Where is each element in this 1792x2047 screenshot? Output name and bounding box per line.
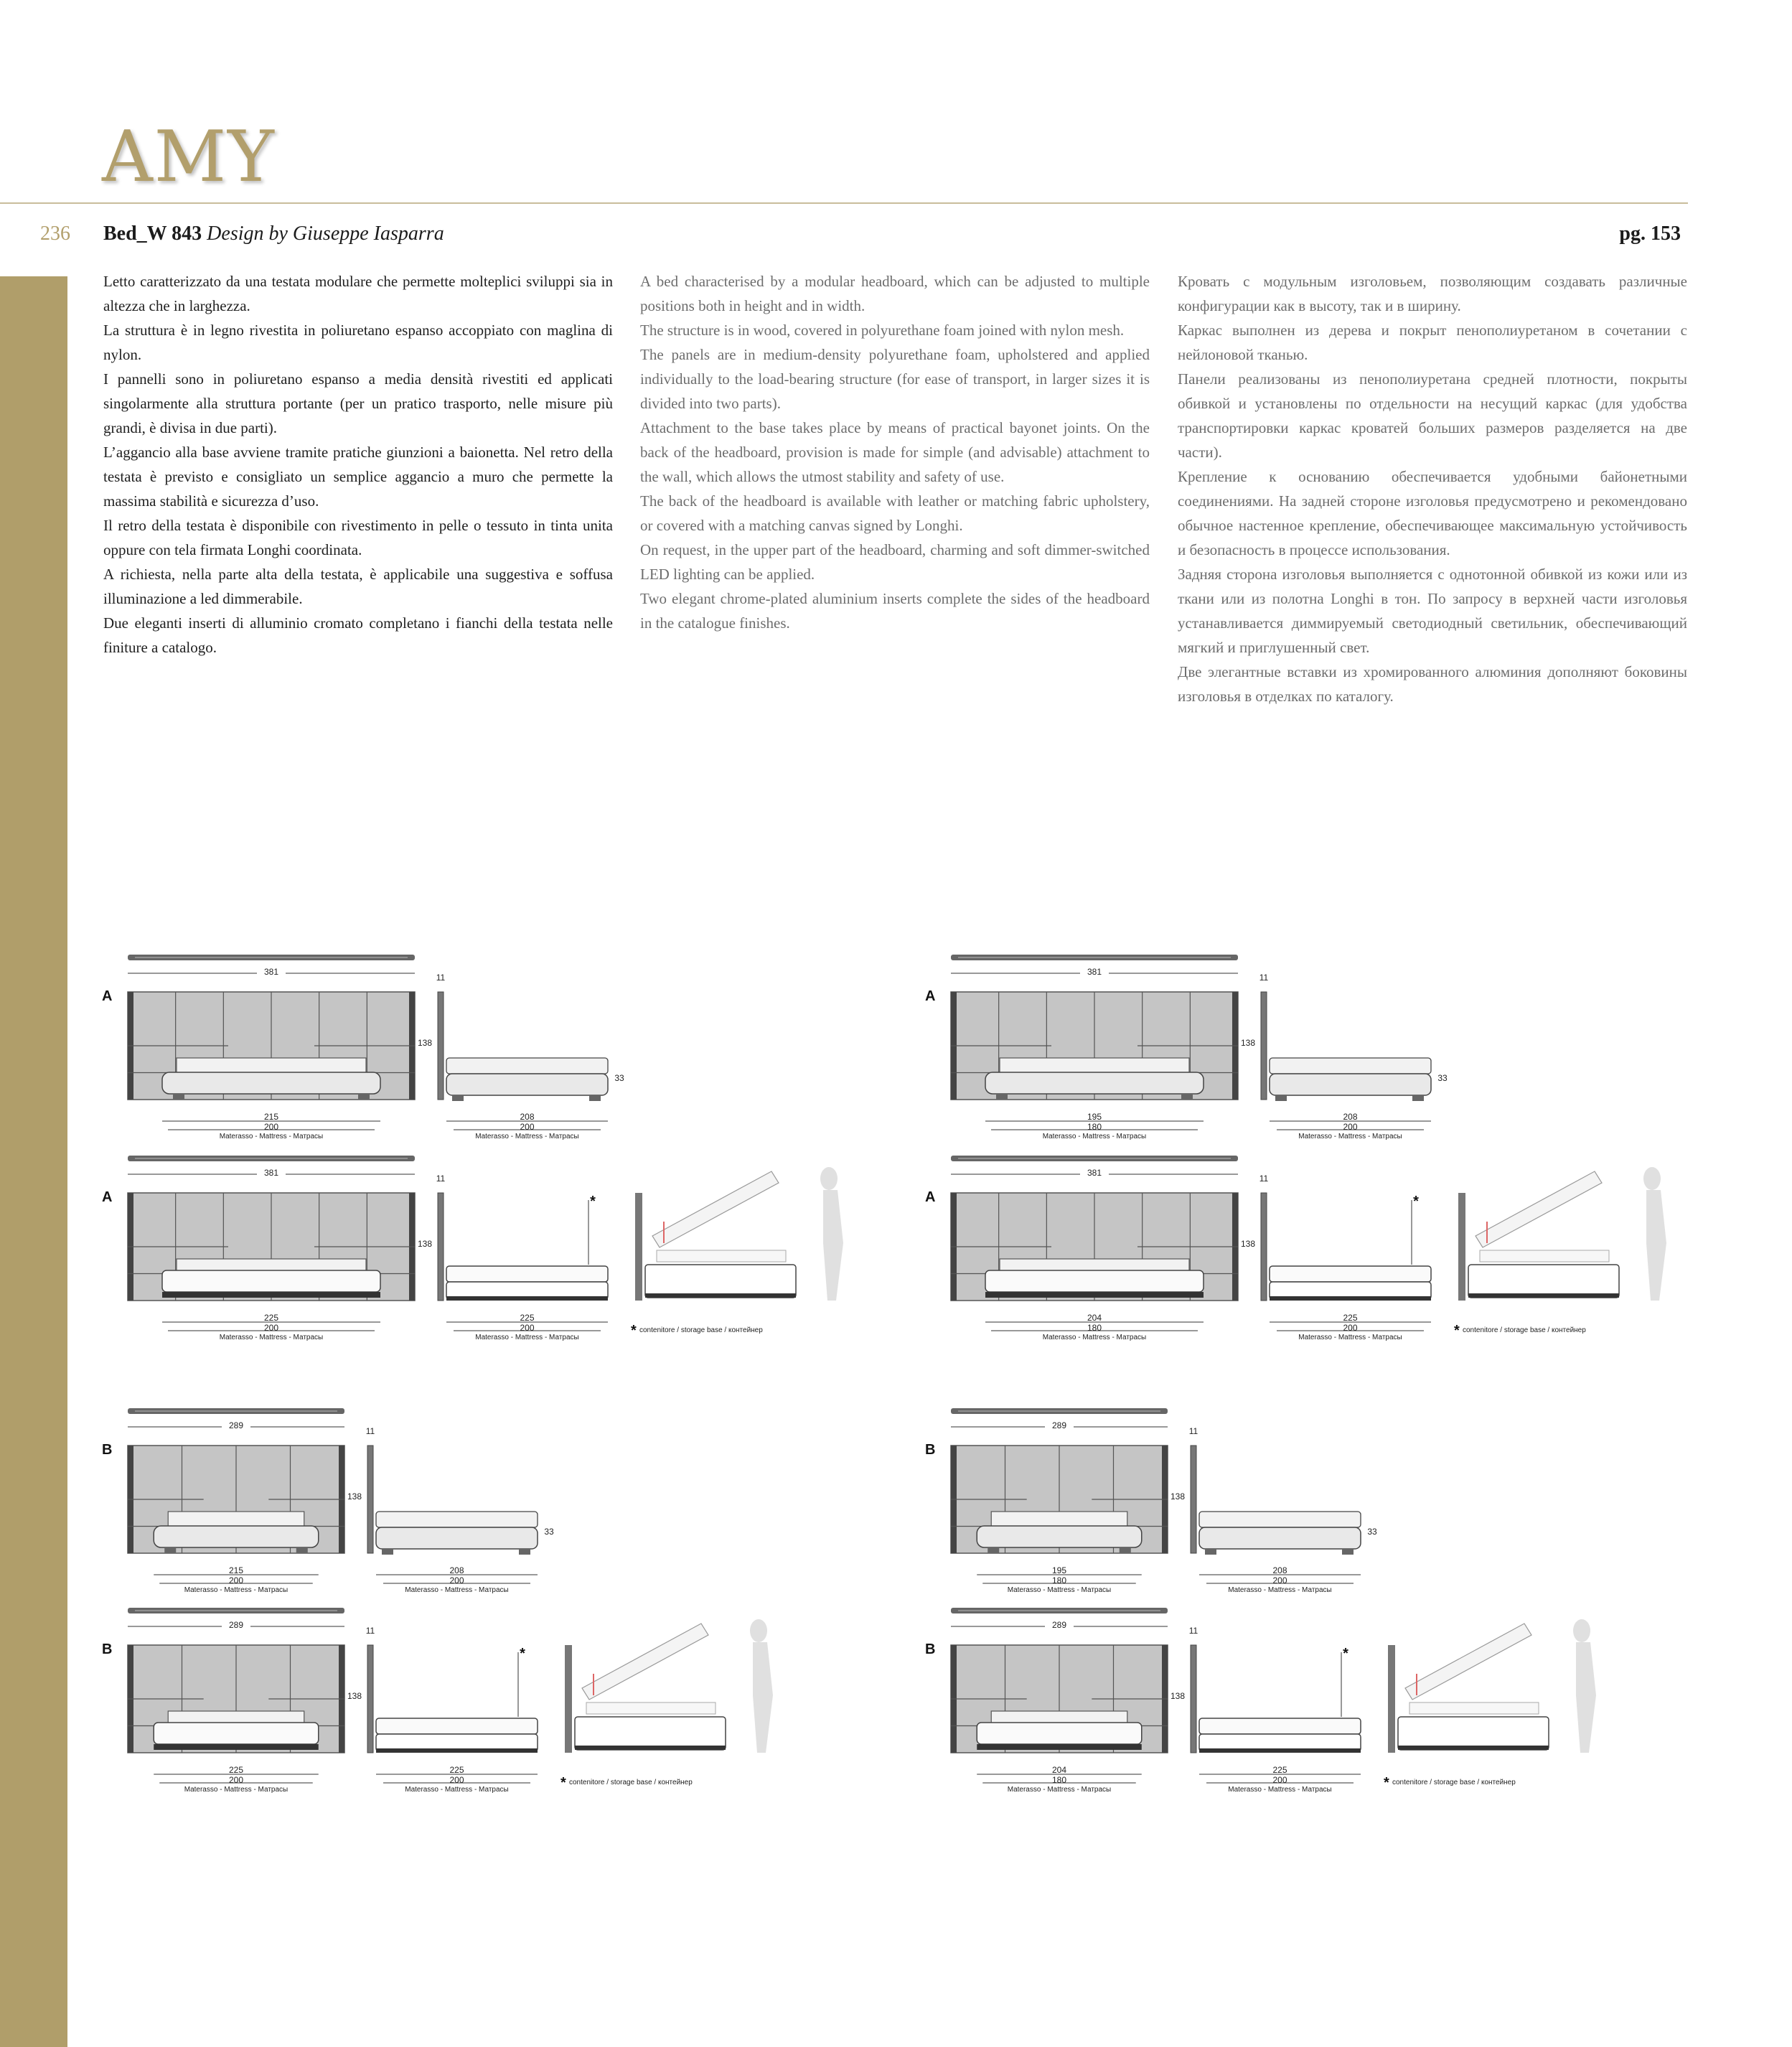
mattress-label: Materasso - Mattress - Матрасы bbox=[1298, 1133, 1402, 1140]
storage-asterisk: * bbox=[1343, 1646, 1348, 1662]
bed-side-view bbox=[446, 1266, 608, 1282]
storage-note-asterisk: * bbox=[1454, 1323, 1460, 1339]
bed-height-label: 33 bbox=[1367, 1527, 1377, 1537]
mattress-width-label: 200 bbox=[263, 1122, 279, 1132]
storage-base-strip bbox=[154, 1744, 319, 1750]
paragraph: Панели реализованы из пенополиуретана средней плотности, покрыты обивкой и установлены по отдельности на несущий каркас (для удобства транспортировки каркас кроватей больших размеров разделяется на две части). bbox=[1178, 370, 1687, 461]
paragraph: The back of the headboard is available with leather or matching fabric upholstery, or covered with a matching canvas signed by Longhi. bbox=[640, 492, 1150, 534]
bed-drawing-b bbox=[925, 1408, 1377, 1594]
lifted-mattress-frame bbox=[582, 1624, 708, 1700]
storage-base-strip bbox=[1468, 1293, 1619, 1298]
bed-foot bbox=[164, 1547, 176, 1553]
paragraph: A richiesta, nella parte alta della testata, è applicabile una suggestiva e soffusa illuminazione a led dimmerabile. bbox=[103, 566, 613, 607]
person-silhouette-icon bbox=[750, 1619, 767, 1642]
paragraph: Attachment to the base takes place by means of practical bayonet joints. On the back of the headboard, provision is made for simple (and advisable) attachment to the wall, which allows the utmost stability and safety of use. bbox=[640, 419, 1150, 485]
mattress-label: Materasso - Mattress - Матрасы bbox=[1298, 1334, 1402, 1341]
storage-bed-base bbox=[645, 1265, 796, 1298]
front-width-label: 225 bbox=[228, 1765, 244, 1775]
mattress-length-label: 200 bbox=[1272, 1775, 1287, 1785]
storage-base-strip bbox=[1199, 1748, 1361, 1753]
bed-front-view bbox=[154, 1723, 319, 1744]
bed-foot bbox=[988, 1547, 999, 1553]
lifted-mattress-frame bbox=[1476, 1171, 1602, 1247]
paragraph: Крепление к основанию обеспечивается удобными байонетными соединениями. На задней стороне изголовья предусмотрено и рекомендовано обычное настенное крепление, обеспечивающее максимальную устойчивость и безопасность в процессе использования. bbox=[1178, 468, 1687, 558]
front-width-label: 204 bbox=[1087, 1313, 1102, 1323]
mattress-length-label: 200 bbox=[449, 1575, 464, 1585]
headboard-side-view bbox=[1191, 1645, 1196, 1753]
bed-side-view bbox=[1270, 1058, 1431, 1074]
pillow bbox=[177, 1058, 366, 1074]
storage-compartment bbox=[657, 1250, 786, 1262]
storage-compartment bbox=[1409, 1702, 1539, 1714]
storage-asterisk: * bbox=[1413, 1194, 1419, 1209]
storage-compartment bbox=[586, 1702, 716, 1714]
paragraph: On request, in the upper part of the headboard, charming and soft dimmer-switched LED lighting can be applied. bbox=[640, 541, 1150, 583]
bed-side-view bbox=[376, 1512, 538, 1527]
side-length-label: 225 bbox=[520, 1313, 535, 1323]
paragraph: Каркас выполнен из дерева и покрыт пенополиуретаном в сочетании с нейлоновой тканью. bbox=[1178, 322, 1687, 363]
lifted-mattress-frame bbox=[1405, 1624, 1531, 1700]
bed-height-label: 33 bbox=[614, 1073, 624, 1083]
mattress-length-label: 200 bbox=[1343, 1323, 1358, 1333]
mattress-label: Materasso - Mattress - Матрасы bbox=[1042, 1133, 1147, 1140]
headboard-depth-label: 11 bbox=[365, 1426, 375, 1436]
bed-foot bbox=[1412, 1095, 1424, 1101]
mattress-width-label: 180 bbox=[1051, 1775, 1067, 1785]
bed-foot bbox=[1120, 1547, 1131, 1553]
storage-headboard bbox=[1458, 1193, 1465, 1301]
configuration-label: B bbox=[102, 1641, 113, 1657]
mattress-label: Materasso - Mattress - Матрасы bbox=[1228, 1786, 1332, 1794]
side-length-label: 208 bbox=[449, 1565, 464, 1575]
mattress-length-label: 200 bbox=[520, 1122, 535, 1132]
mattress-label: Materasso - Mattress - Матрасы bbox=[405, 1786, 509, 1794]
paragraph: Кровать с модульным изголовьем, позволяющим создавать различные конфигурации как в высоту, так и в ширину. bbox=[1178, 273, 1687, 314]
headboard-side-view bbox=[367, 1645, 373, 1753]
mattress-label: Materasso - Mattress - Матрасы bbox=[405, 1586, 509, 1594]
storage-base-strip bbox=[575, 1746, 726, 1750]
side-length-label: 225 bbox=[1272, 1765, 1287, 1775]
bed-height-label: 33 bbox=[1437, 1073, 1448, 1083]
page-number: 236 bbox=[40, 222, 70, 245]
pillow bbox=[1000, 1058, 1189, 1074]
bed-side-view bbox=[446, 1058, 608, 1074]
bed-base-side bbox=[1199, 1527, 1361, 1549]
bed-foot bbox=[1181, 1094, 1193, 1100]
bed-side-view bbox=[1270, 1266, 1431, 1282]
headboard-depth-label: 11 bbox=[436, 1174, 446, 1184]
storage-note-asterisk: * bbox=[560, 1775, 566, 1791]
headboard-width-label: 289 bbox=[228, 1620, 244, 1630]
paragraph: L’aggancio alla base avviene tramite pratiche giunzioni a baionetta. Nel retro della testata è previsto e consigliato un semplice aggancio a muro che permette la massima stabilità e sicurezza d’uso. bbox=[103, 444, 613, 510]
configuration-label: B bbox=[102, 1442, 113, 1458]
product-code: Bed_W 843 bbox=[103, 222, 202, 245]
storage-base-strip bbox=[985, 1292, 1204, 1298]
storage-bed-base bbox=[1468, 1265, 1619, 1298]
person-silhouette-icon bbox=[820, 1167, 838, 1190]
mattress-label: Materasso - Mattress - Матрасы bbox=[1007, 1586, 1112, 1594]
mattress-length-label: 200 bbox=[520, 1323, 535, 1333]
mattress-width-label: 200 bbox=[228, 1575, 244, 1585]
bed-side-view bbox=[1199, 1718, 1361, 1734]
headboard-width-label: 381 bbox=[1087, 1168, 1102, 1178]
headboard-depth-label: 11 bbox=[1259, 1174, 1269, 1184]
headboard-width-label: 289 bbox=[1051, 1620, 1067, 1630]
bed-foot bbox=[382, 1549, 393, 1555]
front-width-label: 195 bbox=[1087, 1112, 1102, 1122]
mattress-width-label: 180 bbox=[1087, 1323, 1102, 1333]
storage-compartment bbox=[1480, 1250, 1609, 1262]
storage-note-label: contenitore / storage base / контейнер bbox=[1463, 1326, 1586, 1334]
side-length-label: 225 bbox=[1343, 1313, 1358, 1323]
storage-base-strip bbox=[977, 1744, 1142, 1750]
storage-asterisk: * bbox=[520, 1646, 525, 1662]
headboard-width-label: 381 bbox=[263, 1168, 279, 1178]
paragraph: The panels are in medium-density polyurethane foam, upholstered and applied individually to the load-bearing structure (for ease of transport, in larger sizes it is divided into two parts). bbox=[640, 346, 1150, 412]
headboard-height-label: 138 bbox=[417, 1038, 433, 1048]
paragraph: I pannelli sono in poliuretano espanso a media densità rivestiti ed applicati singolarmente alla struttura portante (per un pratico trasporto, nelle misure più grandi, è divisa in due parti). bbox=[103, 370, 613, 436]
storage-bed-base bbox=[575, 1717, 726, 1750]
configuration-label: A bbox=[102, 988, 113, 1004]
headboard-height-label: 138 bbox=[1170, 1691, 1186, 1701]
mattress-width-label: 180 bbox=[1087, 1122, 1102, 1132]
configuration-label: A bbox=[925, 1189, 936, 1205]
front-width-label: 215 bbox=[228, 1565, 244, 1575]
bed-front-view bbox=[977, 1526, 1142, 1547]
storage-note-label: contenitore / storage base / контейнер bbox=[569, 1779, 693, 1786]
paragraph: Две элегантные вставки из хромированного алюминия дополняют боковины изголовья в отделках по каталогу. bbox=[1178, 663, 1687, 705]
bed-foot bbox=[173, 1094, 184, 1100]
bed-foot bbox=[296, 1547, 308, 1553]
storage-asterisk: * bbox=[590, 1194, 596, 1209]
front-width-label: 204 bbox=[1051, 1765, 1067, 1775]
storage-base-strip bbox=[1270, 1296, 1431, 1301]
configuration-label: B bbox=[925, 1641, 936, 1657]
pillow bbox=[168, 1512, 304, 1527]
headboard-side-view bbox=[438, 1193, 444, 1301]
side-length-label: 225 bbox=[449, 1765, 464, 1775]
headboard-depth-label: 11 bbox=[365, 1626, 375, 1636]
storage-base-strip bbox=[376, 1748, 538, 1753]
bed-drawing-b bbox=[102, 1608, 773, 1794]
storage-note-asterisk: * bbox=[1384, 1775, 1389, 1791]
bed-base-side bbox=[1270, 1074, 1431, 1095]
storage-note-asterisk: * bbox=[631, 1323, 637, 1339]
bed-base-side bbox=[446, 1074, 608, 1095]
front-width-label: 215 bbox=[263, 1112, 279, 1122]
paragraph: Due eleganti inserti di alluminio cromato completano i fianchi della testata nelle finiture a catalogo. bbox=[103, 614, 613, 656]
paragraph: The structure is in wood, covered in polyurethane foam joined with nylon mesh. bbox=[640, 322, 1125, 339]
pillow bbox=[991, 1512, 1127, 1527]
bed-foot bbox=[1205, 1549, 1216, 1555]
storage-bed-base bbox=[1398, 1717, 1549, 1750]
storage-base-strip bbox=[1398, 1746, 1549, 1750]
front-width-label: 225 bbox=[263, 1313, 279, 1323]
storage-headboard bbox=[565, 1645, 572, 1753]
mattress-label: Materasso - Mattress - Матрасы bbox=[475, 1334, 579, 1341]
paragraph: Il retro della testata è disponibile con rivestimento in pelle o tessuto in tinta unita oppure con tela firmata Longhi coordinata. bbox=[103, 517, 613, 558]
mattress-label: Materasso - Mattress - Матрасы bbox=[184, 1786, 288, 1794]
storage-note-label: contenitore / storage base / контейнер bbox=[639, 1326, 763, 1334]
paragraph: Задняя сторона изголовья выполняется с однотонной обивкой из кожи или из ткани или из полотна Longhi в тон. По запросу в верхней части изголовья устанавливается диммируемый светодиодный светильник, обеспечивающий мягкий и приглушенный свет. bbox=[1178, 566, 1687, 656]
side-length-label: 208 bbox=[1272, 1565, 1287, 1575]
bed-front-view bbox=[154, 1526, 319, 1547]
headboard-side-view bbox=[1261, 992, 1267, 1100]
headboard-height-label: 138 bbox=[1170, 1491, 1186, 1502]
headboard-height-label: 138 bbox=[1240, 1239, 1256, 1249]
bed-front-view bbox=[977, 1723, 1142, 1744]
mattress-width-label: 200 bbox=[228, 1775, 244, 1785]
headboard-depth-label: 11 bbox=[1259, 973, 1269, 983]
bed-drawing-b bbox=[102, 1408, 554, 1594]
front-width-label: 195 bbox=[1051, 1565, 1067, 1575]
person-silhouette-icon bbox=[1576, 1642, 1596, 1753]
mattress-label: Materasso - Mattress - Матрасы bbox=[1228, 1586, 1332, 1594]
paragraph: La struttura è in legno rivestita in poliuretano espanso accoppiato con maglina di nylon. bbox=[103, 322, 613, 363]
bed-drawing-a bbox=[925, 1156, 1666, 1341]
headboard-depth-label: 11 bbox=[1188, 1426, 1198, 1436]
paragraph: Letto caratterizzato da una testata modulare che permette molteplici sviluppi sia in altezza che in larghezza. bbox=[103, 273, 613, 314]
mattress-length-label: 200 bbox=[449, 1775, 464, 1785]
mattress-label: Materasso - Mattress - Матрасы bbox=[184, 1586, 288, 1594]
storage-note-label: contenitore / storage base / контейнер bbox=[1392, 1779, 1516, 1786]
paragraph: Two elegant chrome-plated aluminium inserts complete the sides of the headboard in the catalogue finishes. bbox=[640, 590, 1150, 632]
headboard-width-label: 289 bbox=[1051, 1420, 1067, 1430]
configuration-label: A bbox=[925, 988, 936, 1004]
price-page-reference: pg. 153 bbox=[1619, 222, 1681, 245]
mattress-length-label: 200 bbox=[1343, 1122, 1358, 1132]
bed-foot bbox=[452, 1095, 464, 1101]
person-silhouette-icon bbox=[1646, 1190, 1666, 1301]
bed-front-view bbox=[162, 1270, 380, 1292]
headboard-depth-label: 11 bbox=[436, 973, 446, 983]
headboard-width-label: 381 bbox=[263, 967, 279, 977]
bed-foot bbox=[589, 1095, 601, 1101]
bed-height-label: 33 bbox=[544, 1527, 554, 1537]
person-silhouette-icon bbox=[823, 1190, 843, 1301]
bed-side-view bbox=[376, 1718, 538, 1734]
configuration-label: A bbox=[102, 1189, 113, 1205]
person-silhouette-icon bbox=[1643, 1167, 1661, 1190]
bed-drawing-a bbox=[102, 955, 624, 1140]
mattress-width-label: 200 bbox=[263, 1323, 279, 1333]
mattress-label: Materasso - Mattress - Матрасы bbox=[1007, 1786, 1112, 1794]
bed-front-view bbox=[162, 1072, 380, 1094]
storage-headboard bbox=[1388, 1645, 1395, 1753]
side-length-label: 208 bbox=[1343, 1112, 1358, 1122]
bed-front-view bbox=[985, 1270, 1204, 1292]
person-silhouette-icon bbox=[1573, 1619, 1590, 1642]
storage-base-strip bbox=[162, 1292, 380, 1298]
bed-foot bbox=[358, 1094, 370, 1100]
person-silhouette-icon bbox=[753, 1642, 773, 1753]
bed-foot bbox=[1342, 1549, 1354, 1555]
lifted-mattress-frame bbox=[652, 1171, 779, 1247]
bed-front-view bbox=[985, 1072, 1204, 1094]
headboard-height-label: 138 bbox=[1240, 1038, 1256, 1048]
mattress-width-label: 180 bbox=[1051, 1575, 1067, 1585]
mattress-label: Materasso - Mattress - Матрасы bbox=[219, 1334, 324, 1341]
mattress-label: Materasso - Mattress - Матрасы bbox=[475, 1133, 579, 1140]
storage-base-strip bbox=[446, 1296, 608, 1301]
page-title: AMY bbox=[102, 116, 276, 198]
bed-foot bbox=[996, 1094, 1008, 1100]
headboard-width-label: 289 bbox=[228, 1420, 244, 1430]
headboard-width-label: 381 bbox=[1087, 967, 1102, 977]
headboard-height-label: 138 bbox=[347, 1491, 362, 1502]
headboard-height-label: 138 bbox=[417, 1239, 433, 1249]
paragraph: A bed characterised by a modular headboard, which can be adjusted to multiple positions both in height and in width. bbox=[640, 273, 1150, 314]
bed-base-side bbox=[376, 1527, 538, 1549]
bed-drawing-b bbox=[925, 1608, 1596, 1794]
bed-drawing-a bbox=[102, 1156, 843, 1341]
headboard-side-view bbox=[438, 992, 444, 1100]
mattress-length-label: 200 bbox=[1272, 1575, 1287, 1585]
headboard-height-label: 138 bbox=[347, 1691, 362, 1701]
side-length-label: 208 bbox=[520, 1112, 535, 1122]
bed-foot bbox=[1275, 1095, 1287, 1101]
headboard-side-view bbox=[1261, 1193, 1267, 1301]
bed-foot bbox=[519, 1549, 530, 1555]
storage-base-strip bbox=[645, 1293, 796, 1298]
mattress-label: Materasso - Mattress - Матрасы bbox=[219, 1133, 324, 1140]
headboard-side-view bbox=[1191, 1446, 1196, 1553]
mattress-label: Materasso - Mattress - Матрасы bbox=[1042, 1334, 1147, 1341]
headboard-side-view bbox=[367, 1446, 373, 1553]
configuration-label: B bbox=[925, 1442, 936, 1458]
bed-side-view bbox=[1199, 1512, 1361, 1527]
headboard-depth-label: 11 bbox=[1188, 1626, 1198, 1636]
storage-headboard bbox=[635, 1193, 642, 1301]
designer-credit: Design by Giuseppe Iasparra bbox=[207, 222, 444, 245]
bed-drawing-a bbox=[925, 955, 1448, 1140]
